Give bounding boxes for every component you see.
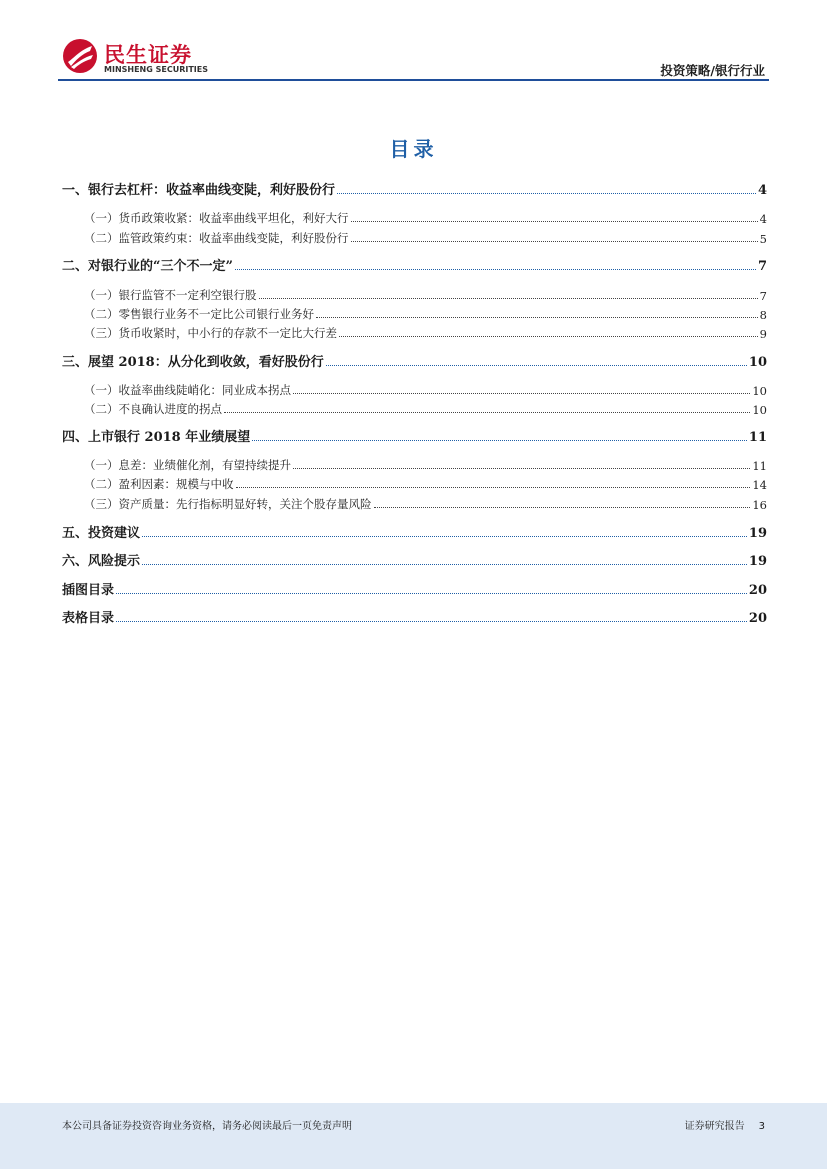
toc-entry-label: （一）货币政策收紧：收益率曲线平坦化，利好大行 bbox=[84, 211, 349, 225]
toc-entry-label: 一、银行去杠杆：收益率曲线变陡，利好股份行 bbox=[62, 183, 336, 198]
toc-entry-label: 六、风险提示 bbox=[62, 554, 141, 569]
toc-subsection-entry[interactable] bbox=[62, 380, 767, 398]
toc-dot-leader bbox=[293, 393, 750, 394]
toc-subsection-entry[interactable] bbox=[62, 323, 767, 341]
toc-section-entry[interactable] bbox=[62, 256, 767, 274]
toc-dot-leader bbox=[252, 440, 747, 441]
footer-info bbox=[685, 1117, 765, 1132]
toc-entry-page: 5 bbox=[759, 232, 767, 246]
toc-subsection-entry[interactable] bbox=[62, 455, 767, 473]
toc-subsection-entry[interactable] bbox=[62, 494, 767, 512]
toc-section-entry[interactable] bbox=[62, 551, 767, 569]
footer-disclaimer: 本公司具备证券投资咨询业务资格，请务必阅读最后一页免责声明 bbox=[62, 1121, 352, 1132]
toc-subsection-entry[interactable] bbox=[62, 399, 767, 417]
toc-entry-page: 10 bbox=[752, 403, 767, 417]
toc-entry-label: （一）息差：业绩催化剂，有望持续提升 bbox=[84, 458, 291, 472]
header-divider bbox=[58, 79, 769, 81]
toc-section-entry[interactable] bbox=[62, 523, 767, 541]
page-footer bbox=[0, 1103, 827, 1169]
toc-entry-label: 插图目录 bbox=[62, 583, 115, 598]
toc-entry-label: 表格目录 bbox=[62, 611, 115, 626]
toc-entry-page: 8 bbox=[759, 308, 767, 322]
toc-entry-page: 10 bbox=[748, 355, 767, 370]
toc-dot-leader bbox=[351, 241, 758, 242]
toc-title: 目录 bbox=[389, 137, 438, 161]
toc-dot-leader bbox=[259, 298, 758, 299]
toc-entry-page: 16 bbox=[752, 498, 767, 512]
report-category: 投资策略/银行行业 bbox=[660, 63, 765, 78]
toc-dot-leader bbox=[116, 593, 747, 594]
toc-entry-label: （二）盈利因素：规模与中收 bbox=[84, 477, 234, 491]
toc-entry-label: （三）资产质量：先行指标明显好转，关注个股存量风险 bbox=[84, 497, 372, 511]
logo-english-name: MINSHENG SECURITIES bbox=[104, 65, 208, 74]
page-header bbox=[0, 0, 827, 90]
toc-dot-leader bbox=[224, 412, 750, 413]
toc-dot-leader bbox=[142, 536, 747, 537]
toc-dot-leader bbox=[337, 193, 756, 194]
toc-entry-page: 14 bbox=[752, 478, 767, 492]
toc-subsection-entry[interactable] bbox=[62, 208, 767, 226]
toc-dot-leader bbox=[235, 269, 756, 270]
toc-dot-leader bbox=[142, 564, 747, 565]
toc-entry-label: （二）零售银行业务不一定比公司银行业务好 bbox=[84, 307, 314, 321]
toc-entry-page: 4 bbox=[759, 212, 767, 226]
toc-entry-label: 五、投资建议 bbox=[62, 526, 141, 541]
toc-entry-label: （二）监管政策约束：收益率曲线变陡，利好股份行 bbox=[84, 231, 349, 245]
toc-entry-page: 10 bbox=[752, 384, 767, 398]
toc-subsection-entry[interactable] bbox=[62, 285, 767, 303]
toc-section-entry[interactable] bbox=[62, 352, 767, 370]
toc-dot-leader bbox=[339, 336, 758, 337]
toc-entry-label: （三）货币收紧时，中小行的存款不一定比大行差 bbox=[84, 326, 337, 340]
company-logo bbox=[62, 38, 212, 80]
logo-chinese-name: 民生证券 bbox=[104, 43, 192, 67]
toc-entry-label: 四、上市银行 2018 年业绩展望 bbox=[62, 430, 251, 445]
minsheng-logo-icon bbox=[62, 38, 98, 74]
toc-entry-label: （一）收益率曲线陡峭化：同业成本拐点 bbox=[84, 383, 291, 397]
toc-entry-page: 7 bbox=[757, 259, 767, 274]
toc-entry-label: （一）银行监管不一定利空银行股 bbox=[84, 288, 257, 302]
toc-entry-page: 20 bbox=[748, 611, 767, 626]
toc-dot-leader bbox=[351, 221, 758, 222]
toc-subsection-entry[interactable] bbox=[62, 474, 767, 492]
page-number: 3 bbox=[758, 1121, 765, 1132]
toc-section-entry[interactable] bbox=[62, 608, 767, 626]
toc-entry-page: 20 bbox=[748, 583, 767, 598]
toc-entry-label: 二、对银行业的“三个不一定” bbox=[62, 259, 233, 274]
toc-entry-label: 三、展望 2018：从分化到收敛，看好股份行 bbox=[62, 355, 324, 370]
toc-entry-page: 19 bbox=[748, 526, 767, 541]
toc-dot-leader bbox=[236, 487, 751, 488]
toc-entry-page: 11 bbox=[748, 430, 767, 445]
toc-dot-leader bbox=[293, 468, 750, 469]
toc-entry-page: 4 bbox=[757, 183, 767, 198]
toc-entry-page: 9 bbox=[759, 327, 767, 341]
toc-entry-page: 11 bbox=[752, 459, 767, 473]
toc-entry-page: 19 bbox=[748, 554, 767, 569]
toc-subsection-entry[interactable] bbox=[62, 228, 767, 246]
toc-section-entry[interactable] bbox=[62, 180, 767, 198]
toc-subsection-entry[interactable] bbox=[62, 304, 767, 322]
toc-section-entry[interactable] bbox=[62, 580, 767, 598]
toc-dot-leader bbox=[374, 507, 751, 508]
toc-dot-leader bbox=[326, 365, 747, 366]
toc-entry-label: （二）不良确认进度的拐点 bbox=[84, 402, 222, 416]
toc-dot-leader bbox=[316, 317, 758, 318]
toc-dot-leader bbox=[116, 621, 747, 622]
toc-entry-page: 7 bbox=[759, 289, 767, 303]
report-type: 证券研究报告 bbox=[684, 1121, 745, 1132]
toc-section-entry[interactable] bbox=[62, 427, 767, 445]
